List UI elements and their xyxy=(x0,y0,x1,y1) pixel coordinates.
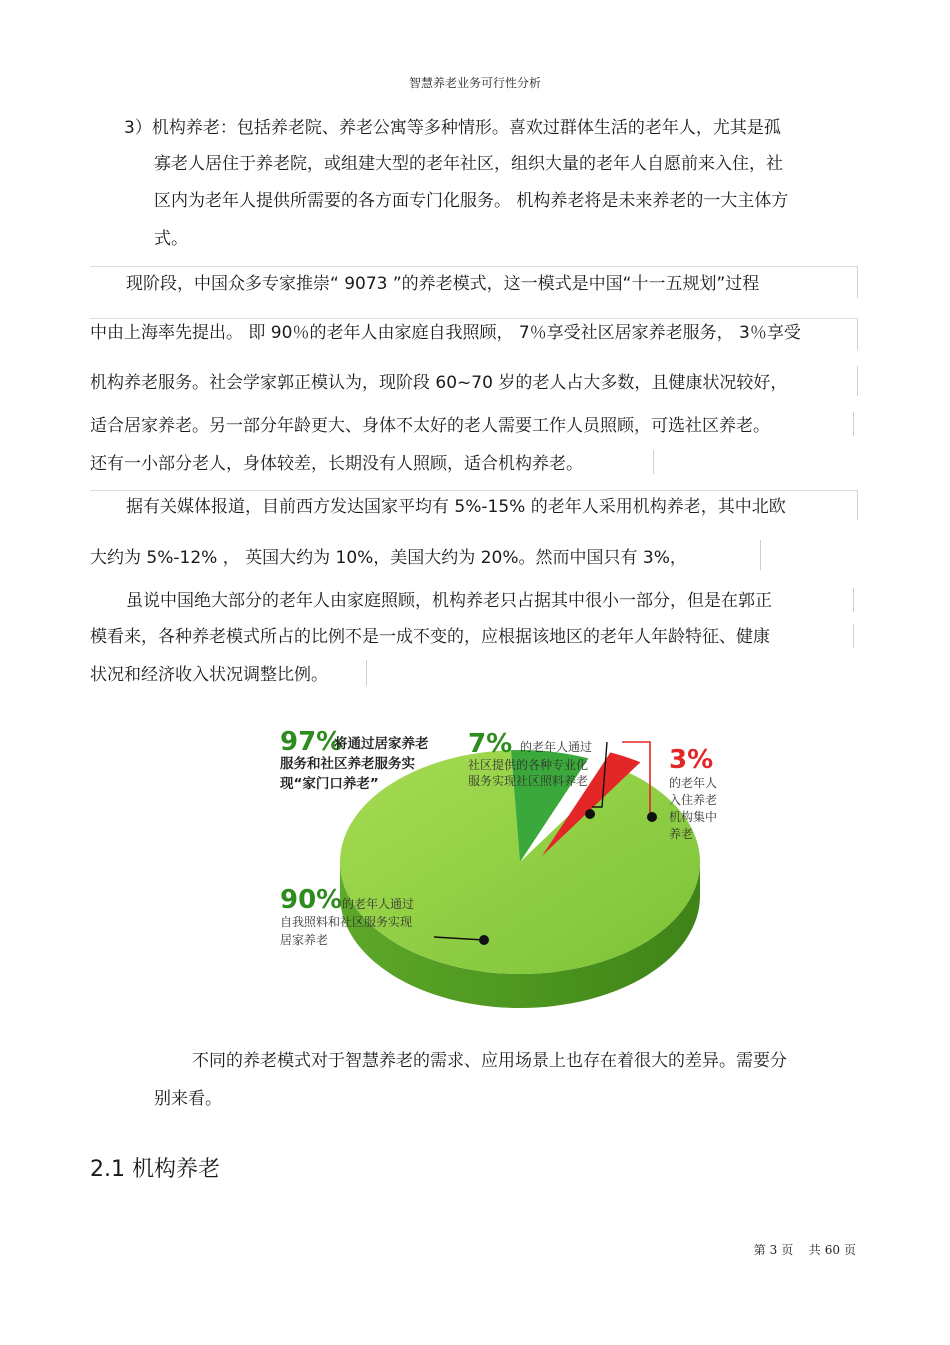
scan-rule xyxy=(760,540,761,570)
paragraph-line: 现阶段，中国众多专家推崇“ 9073 ”的养老模式，这一模式是中国“十一五规划”过程 xyxy=(126,274,760,294)
scan-rule xyxy=(853,412,854,436)
paragraph-line: 3）机构养老：包括养老院、养老公寓等多种情形。喜欢过群体生活的老年人，尤其是孤 xyxy=(124,118,781,138)
leader-dot xyxy=(647,812,657,822)
annotation-text: 养老 xyxy=(669,827,694,841)
paragraph-line: 据有关媒体报道，目前西方发达国家平均有 5%-15% 的老年人采用机构养老，其中北欧 xyxy=(126,497,786,517)
paragraph-line: 中由上海率先提出。 即 90％的老年人由家庭自我照顾， 7％享受社区居家养老服务， 3％享受 xyxy=(90,323,801,343)
scan-rule xyxy=(90,318,857,319)
annotation-value: 97% xyxy=(280,727,343,757)
annotation-text: 将通过居家养老 xyxy=(334,736,429,752)
scan-rule xyxy=(857,366,858,396)
annotation-value: 7% xyxy=(468,729,513,759)
paragraph-line: 还有一小部分老人，身体较差，长期没有人照顾，适合机构养老。 xyxy=(90,454,583,474)
annotation-text: 机构集中 xyxy=(669,810,718,824)
annotation-text: 社区提供的各种专业化 xyxy=(468,758,589,772)
annotation-value: 90% xyxy=(280,885,343,915)
scan-rule xyxy=(853,588,854,612)
annotation-text: 服务实现社区照料养老 xyxy=(468,774,589,788)
scan-rule xyxy=(857,318,858,350)
paragraph-line: 大约为 5%-12% ， 英国大约为 10%，美国大约为 20%。然而中国只有 3%， xyxy=(90,548,687,568)
leader-dot xyxy=(585,809,595,819)
scan-rule xyxy=(857,490,858,520)
annotation-value: 3% xyxy=(669,745,714,775)
annotation-text: 服务和社区养老服务实 xyxy=(280,756,415,772)
paragraph-line: 适合居家养老。另一部分年龄更大、身体不太好的老人需要工作人员照顾，可选社区养老。 xyxy=(90,416,770,436)
annotation-text: 的老年人通过 xyxy=(520,740,593,754)
paragraph-line: 不同的养老模式对于智慧养老的需求、应用场景上也存在着很大的差异。需要分 xyxy=(192,1051,787,1071)
section-heading: 2.1 机构养老 xyxy=(90,1157,220,1182)
pie-chart xyxy=(262,712,718,1022)
page-header: 智慧养老业务可行性分析 xyxy=(408,76,541,90)
paragraph-line: 区内为老年人提供所需要的各方面专门化服务。 机构养老将是未来养老的一大主体方 xyxy=(154,191,789,211)
paragraph-line: 别来看。 xyxy=(154,1089,222,1109)
annotation-text: 的老年人 xyxy=(669,776,718,790)
annotation-text: 现“家门口养老” xyxy=(280,776,379,792)
footer-page-suffix: 页 xyxy=(781,1243,794,1257)
scan-rule xyxy=(90,266,857,267)
scan-rule xyxy=(90,490,857,491)
annotation-text: 自我照料和社区服务实现 xyxy=(280,915,413,929)
paragraph-line: 模看来，各种养老模式所占的比例不是一成不变的，应根据该地区的老年人年龄特征、健康 xyxy=(90,627,770,647)
footer-total-pages: 60 xyxy=(824,1243,840,1257)
annotation-text: 的老年人通过 xyxy=(342,897,415,911)
scan-rule xyxy=(853,624,854,648)
leader-dot xyxy=(479,935,489,945)
scan-rule xyxy=(857,266,858,298)
paragraph-line: 寡老人居住于养老院，或组建大型的老年社区，组织大量的老年人自愿前来入住，社 xyxy=(154,154,783,174)
scan-rule xyxy=(366,660,367,686)
footer-total-suffix: 页 xyxy=(843,1243,856,1257)
paragraph-line: 虽说中国绝大部分的老年人由家庭照顾，机构养老只占据其中很小一部分，但是在郭正 xyxy=(126,591,772,611)
paragraph-line: 状况和经济收入状况调整比例。 xyxy=(90,665,328,685)
scan-rule xyxy=(653,450,654,474)
paragraph-line: 式。 xyxy=(154,229,188,249)
annotation-text: 居家养老 xyxy=(280,933,329,947)
footer-page-prefix: 第 xyxy=(753,1243,766,1257)
paragraph-line: 机构养老服务。社会学家郭正模认为，现阶段 60~70 岁的老人占大多数，且健康状况较好， xyxy=(90,373,788,393)
page-footer xyxy=(752,1241,858,1258)
footer-page-number: 3 xyxy=(769,1243,778,1257)
footer-total-prefix: 共 xyxy=(808,1243,821,1257)
annotation-text: 入住养老 xyxy=(669,793,718,807)
